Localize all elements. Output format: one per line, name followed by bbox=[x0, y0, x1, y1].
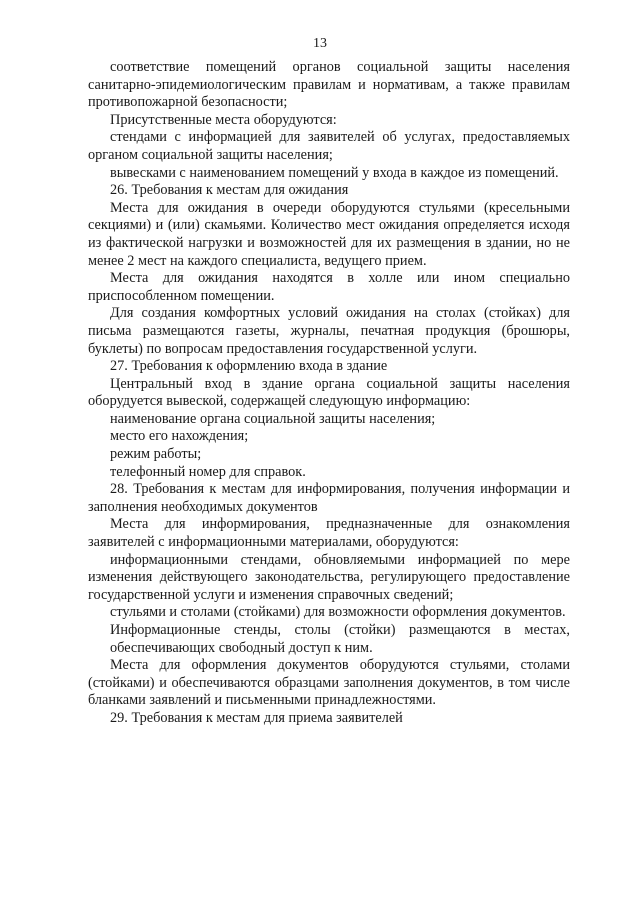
paragraph: Информационные стенды, столы (стойки) размещаются в местах, обеспечивающих свободный доступ к ним. bbox=[110, 622, 570, 656]
list-item: место его нахождения; bbox=[110, 428, 249, 445]
paragraph: вывесками с наименованием помещений у входа в каждое из помещений. bbox=[110, 164, 559, 181]
paragraph: Места для оформления документов оборудуются стульями, столами (стойками) и обеспечиваются образцами заполнения документов, в том числе бланками заявлений и письменными принадлежностями. bbox=[88, 657, 570, 709]
list-item: телефонный номер для справок. bbox=[110, 463, 306, 480]
section-heading: 28. Требования к местам для информирования, получения информации и заполнения необходимых документов bbox=[88, 481, 570, 515]
paragraph: Места для информирования, предназначенные для ознакомления заявителей с информационными материалами, оборудуются: bbox=[88, 516, 570, 551]
section-heading: 27. Требования к оформлению входа в здание bbox=[110, 358, 388, 375]
page-number: 13 bbox=[313, 36, 327, 51]
document-body bbox=[88, 59, 570, 728]
list-item: режим работы; bbox=[110, 446, 202, 463]
paragraph: Места для ожидания находятся в холле или ином специально приспособленном помещении. bbox=[88, 270, 570, 304]
paragraph: Места для ожидания в очереди оборудуются стульями (кресельными секциями) и (или) скамьями. Количество мест ожидания определяется исходя из фактической нагрузки и возможностей для их размещения в здании, но не менее 2 мест на каждого специалиста, ведущего прием. bbox=[88, 199, 570, 269]
list-item: наименование органа социальной защиты населения; bbox=[110, 410, 436, 427]
paragraph: Присутственные места оборудуются: bbox=[110, 111, 337, 128]
paragraph: соответствие помещений органов социальной защиты населения санитарно-эпидемиологическим правилам и нормативам, а также правилам противопожарной безопасности; bbox=[88, 59, 570, 111]
paragraph: Для создания комфортных условий ожидания на столах (стойках) для письма размещаются газеты, журналы, печатная продукция (брошюры, буклеты) по вопросам предоставления государственной услуги. bbox=[88, 305, 570, 357]
list-item: стульями и столами (стойками) для возможности оформления документов. bbox=[110, 604, 566, 621]
section-heading: 26. Требования к местам для ожидания bbox=[110, 182, 349, 199]
paragraph: Центральный вход в здание органа социальной защиты населения оборудуется вывеской, содержащей следующую информацию: bbox=[88, 375, 570, 410]
list-item: информационными стендами, обновляемыми информацией по мере изменения действующего законодательства, регулирующего предоставление государственной услуги и изменения справочных сведений; bbox=[88, 551, 570, 603]
paragraph: стендами с информацией для заявителей об услугах, предоставляемых органом социальной защиты населения; bbox=[88, 129, 570, 163]
section-heading: 29. Требования к местам для приема заявителей bbox=[110, 709, 403, 726]
